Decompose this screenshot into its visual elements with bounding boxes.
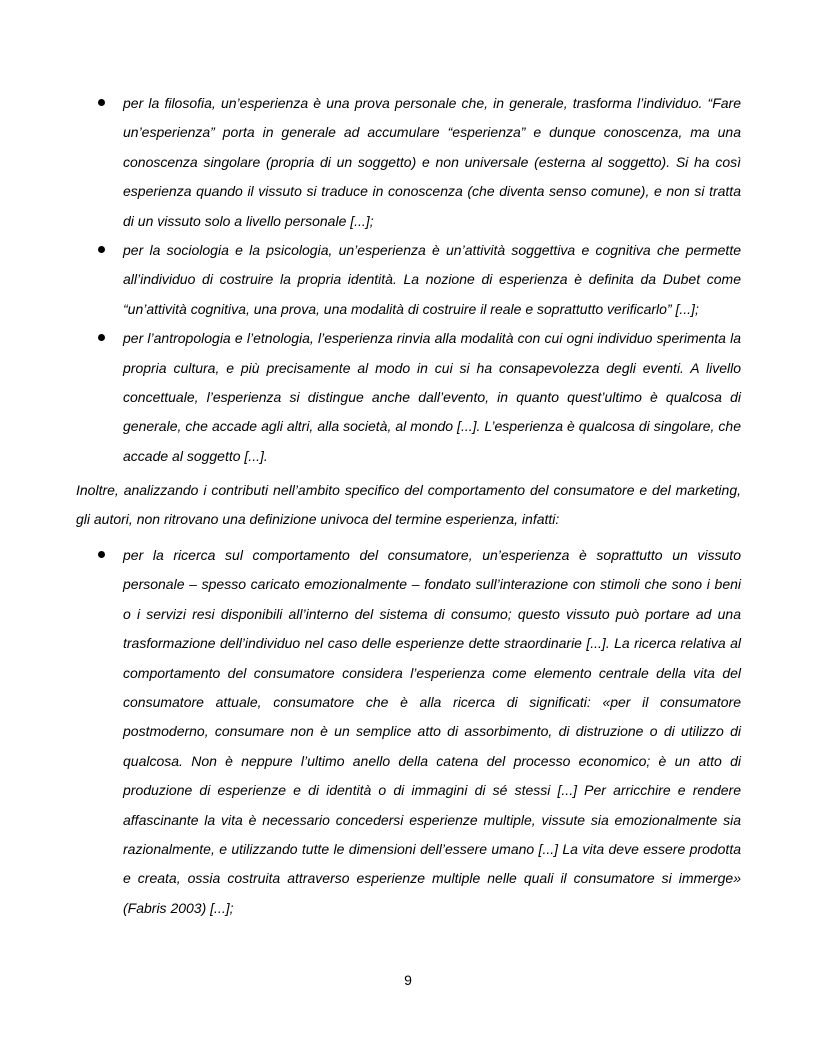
list-item-text: per l’antropologia e l’etnologia, l’esperienza rinvia alla modalità con cui ogni individuo sperimenta la propria cultura, e più precisamente al modo in cui si ha consapevolezza degli eventi. A livello concettuale, l’esperienza si distingue anche dall’evento, in quanto quest’ultimo è qualcosa di generale, che accade agli altri, alla società, al mondo [...]. L’esperienza è qualcosa di singolare, che accade al soggetto [...].	[123, 330, 741, 464]
bullet-icon	[98, 99, 105, 106]
list-item	[76, 324, 741, 471]
paragraph-text: Inoltre, analizzando i contributi nell’ambito specifico del comportamento del consumatore e del marketing, gli autori, non ritrovano una definizione univoca del termine esperienza, infatti:	[76, 482, 741, 528]
body-paragraph	[76, 476, 741, 535]
page-number: 9	[404, 972, 412, 988]
list-item-text: per la sociologia e la psicologia, un’esperienza è un’attività soggettiva e cognitiva che permette all’individuo di costruire la propria identità. La nozione di esperienza è definita da Dubet come “un’attività cognitiva, una prova, una modalità di costruire il reale e soprattutto verificarlo” [...];	[123, 242, 741, 317]
list-item-text: per la filosofia, un’esperienza è una prova personale che, in generale, trasforma l’individuo. “Fare un’esperienza” porta in generale ad accumulare “esperienza” e dunque conoscenza, ma una conoscenza singolare (propria di un soggetto) e non universale (esterna al soggetto). Si ha così esperienza quando il vissuto si traduce in conoscenza (che diventa senso comune), e non si tratta di un vissuto solo a livello personale [...];	[123, 95, 741, 229]
list-item-text: per la ricerca sul comportamento del consumatore, un’esperienza è soprattutto un vissuto personale – spesso caricato emozionalmente – fondato sull’interazione con stimoli che sono i beni o i servizi resi disponibili all’interno del sistema di consumo; questo vissuto può portare ad una trasformazione dell’individuo nel caso delle esperienze dette straordinarie [...]. La ricerca relativa al comportamento del consumatore considera l’esperienza come elemento centrale della vita del consumatore attuale, consumatore che è alla ricerca di significati: «per il consumatore postmoderno, consumare non è un semplice atto di assorbimento, di distruzione o di utilizzo di qualcosa. Non è neppure l’ultimo anello della catena del processo economico; è un atto di produzione di esperienze e di identità o di immagini di sé stessi [...] Per arricchire e rendere affascinante la vita è necessario concedersi esperienze multiple, vissute sia emozionalmente sia razionalmente, e utilizzando tutte le dimensioni dell’essere umano [...] La vita deve essere prodotta e creata, ossia costruita attraverso esperienze multiple nelle quali il consumatore si immerge» (Fabris 2003) [...];	[123, 547, 741, 916]
bullet-list-disciplines	[76, 89, 741, 471]
list-item	[76, 89, 741, 236]
list-item	[76, 541, 741, 923]
bullet-list-consumer	[76, 541, 741, 923]
bullet-icon	[98, 334, 105, 341]
bullet-icon	[98, 246, 105, 253]
bullet-icon	[98, 551, 105, 558]
list-item	[76, 236, 741, 324]
